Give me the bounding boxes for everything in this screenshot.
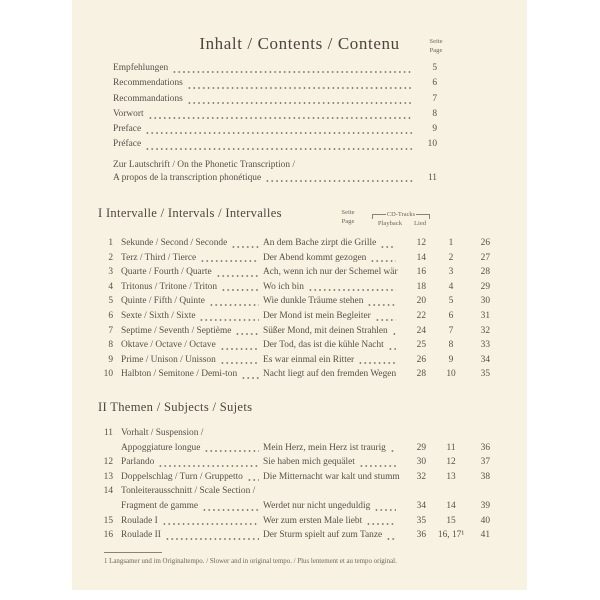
entry-number: 12 [103, 457, 113, 468]
dot-leader [231, 245, 259, 248]
entry-number: 9 [108, 354, 113, 365]
entry-lied-track: 32 [480, 325, 490, 336]
toc-entry [98, 236, 490, 251]
phonetic-line2 [113, 172, 437, 185]
front-matter-entry [113, 61, 437, 76]
dot-leader [375, 318, 396, 321]
entry-page-number: 24 [416, 325, 426, 336]
toc-entry [98, 324, 490, 339]
entry-name-cell [121, 294, 263, 309]
entry-name-cell [121, 514, 263, 529]
dot-leader [241, 376, 259, 379]
toc-entry [98, 499, 490, 514]
entry-number: 6 [108, 310, 113, 321]
entry-number: 1 [108, 238, 113, 248]
section-intervals [98, 206, 490, 382]
song-title: Werdet nur nicht ungeduldig [263, 500, 371, 511]
entry-name: Parlando [121, 457, 155, 468]
entry-page-number: 25 [416, 340, 426, 351]
entry-lied-track: 29 [480, 281, 490, 292]
seite-label: Seite [341, 209, 355, 216]
song-title: Wie dunkle Träume stehen [263, 296, 364, 307]
dot-leader [366, 522, 396, 525]
entry-page-number: 16 [416, 267, 426, 278]
toc-entry [98, 309, 490, 324]
dot-leader [200, 259, 259, 262]
toc-entry [98, 470, 490, 485]
entry-song-cell [263, 294, 400, 309]
dot-leader [247, 478, 259, 481]
entry-song-cell [263, 528, 400, 543]
entry-song-cell [263, 338, 400, 353]
entry-lied-track: 38 [480, 471, 490, 482]
front-matter-entry [113, 76, 437, 91]
entry-playback-track: 4 [448, 281, 454, 292]
entry-number: 8 [108, 340, 113, 351]
dot-leader [209, 303, 259, 306]
toc-entry [98, 514, 490, 529]
toc-entry [98, 251, 490, 266]
entry-name-cell [121, 499, 263, 514]
entry-number: 14 [103, 486, 113, 497]
entry-name-cell [121, 309, 263, 324]
dot-leader [374, 508, 396, 511]
dot-leader [265, 179, 413, 182]
entry-playback-track: 7 [448, 325, 454, 336]
entry-name: Quinte / Fifth / Quinte [121, 296, 205, 307]
entry-name-cell [121, 338, 263, 353]
toc-entry [98, 265, 490, 280]
entry-song-cell [263, 324, 400, 339]
entry-number: 15 [103, 515, 113, 526]
front-matter-entry [113, 137, 437, 152]
cd-tracks-bracket [372, 211, 430, 219]
footnote-rule [104, 552, 162, 553]
dot-leader [358, 361, 396, 364]
dot-leader [380, 245, 396, 248]
entry-playback-track: 5 [448, 296, 454, 307]
entry-playback-track: 13 [446, 471, 456, 482]
dot-leader [308, 288, 396, 291]
cd-tracks-subheaders [372, 220, 430, 229]
entry-name-cell [121, 236, 263, 251]
entry-name: Sexte / Sixth / Sixte [121, 310, 196, 321]
entry-playback-track: 10 [446, 369, 456, 380]
dot-leader [145, 131, 413, 134]
entry-playback-track: 14 [446, 500, 456, 511]
entry-page-number: 30 [416, 457, 426, 468]
dot-leader [392, 332, 396, 335]
entry-song-cell [263, 514, 400, 529]
entry-name: Doppelschlag / Turn / Gruppetto [121, 471, 243, 482]
song-title: Wo ich bin [263, 281, 304, 292]
entry-lied-track: 37 [480, 457, 490, 468]
section-rows [98, 236, 490, 382]
front-matter-list [113, 61, 437, 153]
entry-lied-track: 35 [480, 369, 490, 380]
phonetic-line1: Zur Lautschrift / On the Phonetic Transcription / [113, 160, 296, 170]
entry-song-cell [263, 309, 400, 324]
entry-playback-track: 15 [446, 515, 456, 526]
entry-page-number: 26 [416, 354, 426, 365]
dot-leader [220, 347, 259, 350]
entry-label: Preface [113, 124, 142, 135]
entry-label: Empfehlungen [113, 63, 169, 73]
section-themes [98, 400, 490, 543]
entry-song-cell [263, 441, 400, 456]
section-col-headers [330, 206, 490, 232]
entry-number [98, 441, 113, 456]
entry-name-cell [121, 265, 263, 280]
toc-entry-line1 [98, 484, 490, 499]
entry-playback-track: 3 [448, 267, 454, 278]
entry-page-number: 14 [416, 252, 426, 263]
entry-name: Septime / Seventh / Septième [121, 325, 232, 336]
cd-tracks-col-header [372, 211, 430, 229]
entry-number: 13 [103, 471, 113, 482]
entry-name: Prime / Unison / Unisson [121, 354, 216, 365]
entry-song-cell [263, 353, 400, 368]
entry-number: 3 [108, 267, 113, 278]
song-title: Ach, wenn ich nur der Schemel wär [263, 267, 398, 278]
entry-name: Appoggiature longue [121, 442, 201, 453]
entry-name-cell [121, 426, 263, 441]
entry-song-cell [263, 470, 400, 485]
front-matter-entry [113, 122, 437, 137]
entry-song-cell [263, 499, 400, 514]
front-page-col-header [418, 38, 454, 55]
entry-page-number: 32 [416, 471, 426, 482]
dot-leader [187, 101, 413, 104]
entry-name-cell [121, 455, 263, 470]
phonetic-page-number: 11 [427, 173, 437, 184]
entry-playback-track: 8 [448, 340, 454, 351]
seite-page-col-header [330, 209, 366, 226]
entry-number [98, 499, 113, 514]
entry-name: Quarte / Fourth / Quarte [121, 267, 212, 278]
toc-entry [98, 280, 490, 295]
entry-number: 16 [103, 530, 113, 541]
entry-page-number: 10 [427, 139, 437, 150]
entry-lied-track: 28 [480, 267, 490, 278]
dot-leader [172, 70, 413, 73]
dot-leader [216, 274, 259, 277]
bracket-tick-right [416, 214, 430, 219]
entry-lied-track: 33 [480, 340, 490, 351]
song-title: An dem Bache zirpt die Grille [263, 238, 377, 248]
entry-name-cell [121, 324, 263, 339]
dot-leader [204, 449, 259, 452]
song-title: Nacht liegt auf den fremden Wegen [263, 369, 397, 380]
page-title: Inhalt / Contents / Contenu [199, 34, 400, 53]
entry-lied-track: 27 [480, 252, 490, 263]
entry-page-number: 22 [416, 310, 426, 321]
dot-leader [370, 259, 396, 262]
entry-page-number: 8 [432, 108, 437, 119]
entry-playback-track: 9 [448, 354, 454, 365]
dot-leader [165, 537, 259, 540]
entry-song-cell [263, 367, 400, 382]
cd-tracks-label: CD-Tracks [386, 211, 416, 218]
entry-lied-track: 34 [480, 354, 490, 365]
dot-leader [187, 86, 413, 89]
toc-entry [98, 353, 490, 368]
phonetic-entry [113, 159, 437, 185]
entry-label: Préface [113, 139, 142, 150]
entry-name-cell [121, 251, 263, 266]
entry-number: 10 [103, 369, 113, 380]
song-title: Der Tod, das ist die kühle Nacht [263, 340, 384, 351]
entry-name-cell [121, 367, 263, 382]
section-heading: I Intervalle / Intervals / Intervalles [98, 206, 282, 220]
entry-name-cell [121, 484, 263, 499]
entry-name: Fragment de gamme [121, 500, 199, 511]
entry-name: Roulade I [121, 515, 158, 526]
entry-playback-track: 6 [448, 310, 454, 321]
entry-name: Sekunde / Second / Seconde [121, 238, 228, 248]
section-rows [98, 426, 490, 543]
front-matter-entry [113, 92, 437, 107]
entry-page-number: 36 [416, 530, 426, 541]
entry-number: 2 [108, 252, 113, 263]
song-title: Der Mond ist mein Begleiter [263, 310, 371, 321]
entry-name-cell [121, 280, 263, 295]
playback-label: Playback [377, 220, 403, 227]
entry-page-number: 28 [416, 369, 426, 380]
seite-label: Seite [429, 38, 443, 45]
entry-name: Vorhalt / Suspension / [121, 428, 204, 438]
entry-name-cell [121, 353, 263, 368]
dot-leader [202, 508, 259, 511]
entry-page-number: 18 [416, 281, 426, 292]
entry-page-number: 5 [432, 63, 437, 73]
dot-leader [221, 288, 259, 291]
song-title: Der Sturm spielt auf zum Tanze [263, 530, 383, 541]
entry-playback-track: 12 [446, 457, 456, 468]
entry-page-number: 29 [416, 442, 426, 453]
dot-leader [162, 522, 259, 525]
entry-page-number: 20 [416, 296, 426, 307]
page-label: Page [429, 46, 443, 54]
entry-playback-track: 2 [448, 252, 454, 263]
entry-name-cell [121, 470, 263, 485]
entry-playback-track: 11 [446, 442, 456, 453]
entry-lied-track: 39 [480, 500, 490, 511]
entry-song-cell [263, 455, 400, 470]
song-title: Der Abend kommt gezogen [263, 252, 367, 263]
entry-page-number: 6 [432, 78, 437, 89]
dot-leader [359, 464, 396, 467]
entry-name: Roulade II [121, 530, 161, 541]
entry-name: Tritonus / Tritone / Triton [121, 281, 218, 292]
toc-entry [98, 338, 490, 353]
entry-page-number: 34 [416, 500, 426, 511]
entry-name-cell [121, 528, 263, 543]
entry-song-cell [263, 251, 400, 266]
entry-number: 7 [108, 325, 113, 336]
toc-entry-line1 [98, 426, 490, 441]
dot-leader [388, 347, 396, 350]
entry-lied-track: 36 [480, 442, 490, 453]
entry-song-cell [263, 265, 400, 280]
entry-number: 5 [108, 296, 113, 307]
entry-lied-track: 26 [480, 238, 490, 248]
entry-song-cell [263, 236, 400, 251]
toc-entry [98, 441, 490, 456]
entry-name: Terz / Third / Tierce [121, 252, 197, 263]
entry-label: Vorwort [113, 108, 144, 119]
footnote-text: 1 Langsamer und im Originaltempo. / Slower and in original tempo. / Plus lentement et au tempo original. [104, 558, 397, 565]
footnote [104, 552, 464, 566]
page-label: Page [341, 217, 355, 225]
entry-lied-track: 40 [480, 515, 490, 526]
dot-leader [367, 303, 396, 306]
song-title: Sie haben mich gequälet [263, 457, 355, 468]
book-page [72, 0, 527, 590]
entry-playback-track: 1 [448, 238, 454, 248]
dot-leader [145, 147, 413, 150]
toc-entry [98, 294, 490, 309]
song-title: Wer zum ersten Male liebt [263, 515, 363, 526]
dot-leader [235, 332, 259, 335]
entry-label: Recommandations [113, 93, 183, 104]
song-title: Mein Herz, mein Herz ist traurig [263, 442, 386, 453]
entry-playback-track: 16, 17¹ [437, 530, 465, 541]
entry-name: Tonleiterausschnitt / Scale Section / [121, 486, 256, 497]
section-heading: II Themen / Subjects / Sujets [98, 400, 253, 414]
song-title: Die Mitternacht war kalt und stumm [263, 471, 400, 482]
toc-entry [98, 367, 490, 382]
entry-number: 4 [108, 281, 113, 292]
song-title: Süßer Mond, mit deinen Strahlen [263, 325, 388, 336]
entry-name: Halbton / Semitone / Demi-ton [121, 369, 238, 380]
entry-name: Oktave / Octave / Octave [121, 340, 216, 351]
entry-lied-track: 30 [480, 296, 490, 307]
dot-leader [158, 464, 259, 467]
toc-entry [98, 528, 490, 543]
entry-page-number: 35 [416, 515, 426, 526]
entry-page-number: 9 [432, 124, 437, 135]
phonetic-line2-text: A propos de la transcription phonétique [113, 173, 262, 184]
entry-page-number: 12 [416, 238, 426, 248]
entry-lied-track: 31 [480, 310, 490, 321]
entry-page-number: 7 [432, 93, 437, 104]
entry-number: 11 [103, 428, 113, 438]
lied-label: Lied [413, 220, 427, 227]
dot-leader [386, 537, 396, 540]
dot-leader [199, 318, 259, 321]
entry-song-cell [263, 280, 400, 295]
dot-leader [220, 361, 259, 364]
bracket-tick-left [372, 214, 386, 219]
dot-leader [148, 116, 413, 119]
entry-lied-track: 41 [480, 530, 490, 541]
song-title: Es war einmal ein Ritter [263, 354, 355, 365]
entry-name-cell [121, 441, 263, 456]
dot-leader [390, 449, 396, 452]
entry-label: Recommendations [113, 78, 183, 89]
toc-entry [98, 455, 490, 470]
front-matter-entry [113, 107, 437, 122]
